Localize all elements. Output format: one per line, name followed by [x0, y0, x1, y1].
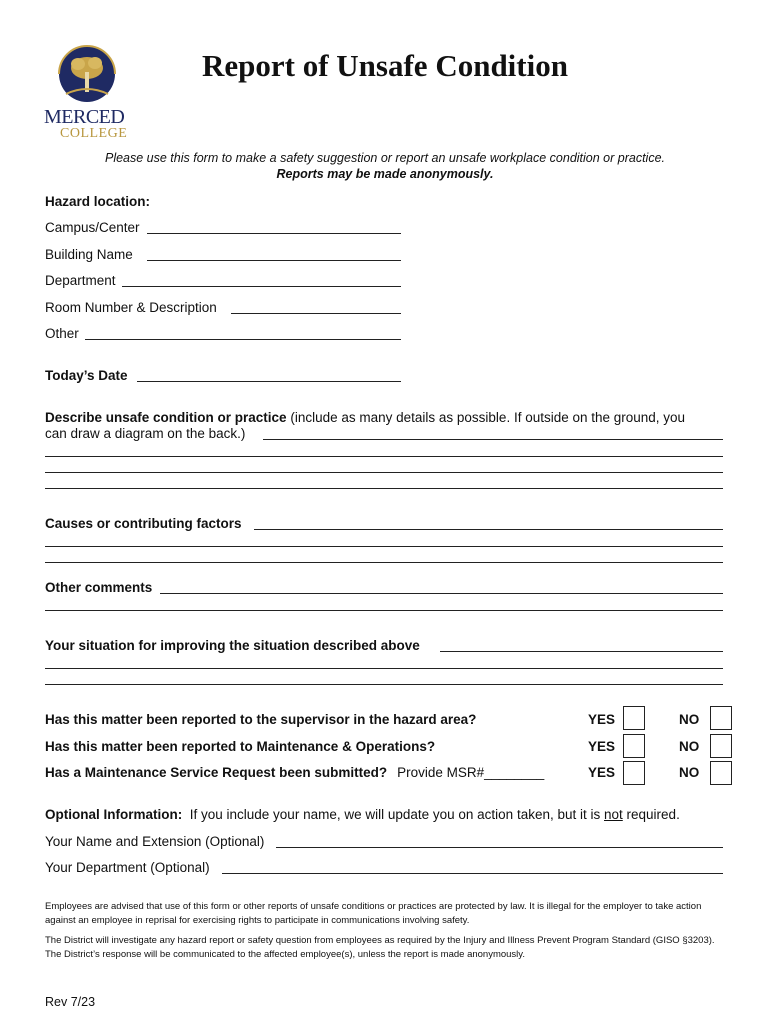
maintenance-yes-checkbox[interactable]	[623, 734, 645, 758]
question-msr	[45, 765, 544, 780]
anonymous-note: Reports may be made anonymously.	[276, 167, 494, 181]
todays-date-field[interactable]	[137, 381, 401, 382]
room-number-label: Room Number & Description	[45, 300, 217, 315]
department-label: Department	[45, 273, 116, 288]
situation-field-line3[interactable]	[45, 684, 723, 685]
situation-field-line2[interactable]	[45, 668, 723, 669]
department-field[interactable]	[122, 286, 401, 287]
room-number-field[interactable]	[231, 313, 401, 314]
optional-information	[45, 807, 680, 822]
intro-text: Please use this form to make a safety suggestion or report an unsafe workplace condition or practice.	[104, 151, 666, 165]
describe-label-line2: can draw a diagram on the back.)	[45, 426, 246, 441]
msr-no-checkbox[interactable]	[710, 761, 732, 785]
your-department-label: Your Department (Optional)	[45, 860, 210, 875]
your-department-field[interactable]	[222, 873, 723, 874]
building-name-field[interactable]	[147, 260, 401, 261]
logo-line-college: COLLEGE	[60, 126, 128, 141]
legal-notice: Employees are advised that use of this form or other reports of unsafe conditions or practices are protected by law. It is illegal for the employer to take action against an employee in reprisal for exercising rights to participate in communications involving safety.	[45, 901, 702, 926]
situation-label: Your situation for improving the situation described above	[45, 638, 420, 653]
optional-label: Optional Information:	[45, 807, 183, 822]
no-label: NO	[679, 739, 700, 754]
yes-label: YES	[588, 739, 616, 754]
optional-text-before: If you include your name, we will update you on action taken, but it is	[182, 807, 604, 822]
campus-center-label: Campus/Center	[45, 220, 140, 235]
todays-date-label: Today’s Date	[45, 368, 128, 383]
district-notice: The District will investigate any hazard report or safety question from employees as required by the Injury and Illness Prevent Program Standard (GISO §3203). The District’s response will be communicated to the affected employee(s), unless the report is made anonymously.	[45, 935, 715, 960]
optional-not: not	[604, 807, 623, 822]
describe-label-bold: Describe unsafe condition or practice	[45, 410, 287, 425]
other-label: Other	[45, 326, 79, 341]
yes-label: YES	[588, 765, 616, 780]
describe-field-line4[interactable]	[45, 488, 723, 489]
describe-label	[45, 410, 685, 425]
maintenance-no-checkbox[interactable]	[710, 734, 732, 758]
situation-field-line1[interactable]	[440, 651, 723, 652]
no-label: NO	[679, 712, 700, 727]
no-label: NO	[679, 765, 700, 780]
supervisor-yes-checkbox[interactable]	[623, 706, 645, 730]
comments-field-line2[interactable]	[45, 610, 723, 611]
logo-line-merced: MERCED	[44, 106, 125, 128]
describe-field-line3[interactable]	[45, 472, 723, 473]
question-msr-text: Has a Maintenance Service Request been submitted?	[45, 765, 388, 780]
causes-field-line3[interactable]	[45, 562, 723, 563]
campus-center-field[interactable]	[147, 233, 401, 234]
causes-field-line1[interactable]	[254, 529, 723, 530]
page-title: Report of Unsafe Condition	[202, 48, 568, 83]
optional-text-after: required.	[622, 807, 680, 822]
describe-label-rest: (include as many details as possible. If outside on the ground, you	[286, 410, 686, 425]
your-name-label: Your Name and Extension (Optional)	[45, 834, 265, 849]
describe-field-line1[interactable]	[263, 439, 723, 440]
causes-label: Causes or contributing factors	[45, 516, 242, 531]
question-maintenance: Has this matter been reported to Maintenance & Operations?	[45, 739, 436, 754]
yes-label: YES	[588, 712, 616, 727]
other-comments-label: Other comments	[45, 580, 153, 595]
causes-field-line2[interactable]	[45, 546, 723, 547]
comments-field-line1[interactable]	[160, 593, 723, 594]
hazard-location-heading: Hazard location:	[45, 194, 151, 209]
msr-number-field[interactable]: Provide MSR#________	[397, 765, 545, 780]
your-name-field[interactable]	[276, 847, 723, 848]
supervisor-no-checkbox[interactable]	[710, 706, 732, 730]
msr-yes-checkbox[interactable]	[623, 761, 645, 785]
question-supervisor: Has this matter been reported to the supervisor in the hazard area?	[45, 712, 477, 727]
other-field[interactable]	[85, 339, 401, 340]
describe-field-line2[interactable]	[45, 456, 723, 457]
revision-label: Rev 7/23	[45, 995, 96, 1009]
building-name-label: Building Name	[45, 247, 133, 262]
